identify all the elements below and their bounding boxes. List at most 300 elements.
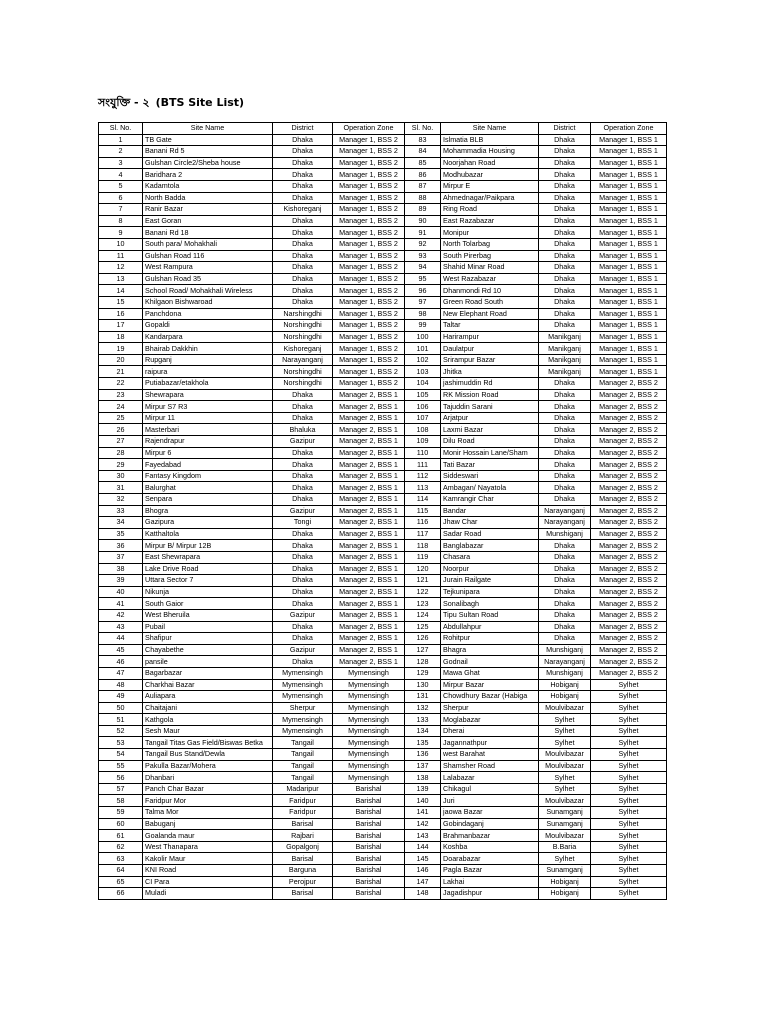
cell-operation-zone: Mymensingh	[333, 725, 405, 737]
cell-site-name: East Goran	[143, 215, 273, 227]
cell-site-name: North Badda	[143, 192, 273, 204]
cell-sl-no: 26	[99, 424, 143, 436]
cell-site-name: Harirampur	[441, 331, 539, 343]
cell-operation-zone: Manager 1, BSS 1	[591, 180, 667, 192]
cell-sl-no: 110	[405, 447, 441, 459]
cell-sl-no: 11	[99, 250, 143, 262]
cell-sl-no: 117	[405, 528, 441, 540]
table-row	[99, 505, 667, 517]
table-row	[99, 818, 667, 830]
cell-site-name: Katthaltola	[143, 528, 273, 540]
table-row	[99, 609, 667, 621]
cell-site-name: Talma Mor	[143, 807, 273, 819]
cell-site-name: Dilu Road	[441, 436, 539, 448]
cell-district: Dhaka	[539, 470, 591, 482]
cell-district: Dhaka	[273, 227, 333, 239]
cell-site-name: Nikunja	[143, 586, 273, 598]
cell-sl-no: 131	[405, 691, 441, 703]
cell-operation-zone: Manager 1, BSS 1	[591, 262, 667, 274]
cell-district: Dhaka	[273, 621, 333, 633]
cell-sl-no: 17	[99, 320, 143, 332]
cell-operation-zone: Manager 1, BSS 2	[333, 180, 405, 192]
cell-district: Tangail	[273, 772, 333, 784]
cell-sl-no: 141	[405, 807, 441, 819]
cell-site-name: Koshba	[441, 841, 539, 853]
cell-sl-no: 100	[405, 331, 441, 343]
cell-sl-no: 49	[99, 691, 143, 703]
cell-district: Perojpur	[273, 876, 333, 888]
cell-operation-zone: Manager 2, BSS 1	[333, 517, 405, 529]
cell-operation-zone: Manager 2, BSS 2	[591, 540, 667, 552]
cell-sl-no: 45	[99, 644, 143, 656]
col-district: District	[273, 123, 333, 135]
cell-operation-zone: Manager 1, BSS 1	[591, 320, 667, 332]
cell-site-name: Ranir Bazar	[143, 204, 273, 216]
cell-operation-zone: Manager 1, BSS 2	[333, 146, 405, 158]
cell-district: Norshingdhi	[273, 320, 333, 332]
cell-site-name: Tajuddin Sarani	[441, 401, 539, 413]
cell-district: Dhaka	[539, 262, 591, 274]
cell-district: Dhaka	[273, 528, 333, 540]
cell-operation-zone: Manager 2, BSS 2	[591, 656, 667, 668]
cell-operation-zone: Sylhet	[591, 853, 667, 865]
cell-site-name: jashimuddin Rd	[441, 378, 539, 390]
cell-district: Dhaka	[273, 250, 333, 262]
table-row	[99, 841, 667, 853]
cell-operation-zone: Manager 1, BSS 1	[591, 296, 667, 308]
cell-sl-no: 28	[99, 447, 143, 459]
table-row	[99, 679, 667, 691]
cell-sl-no: 87	[405, 180, 441, 192]
cell-operation-zone: Barishal	[333, 853, 405, 865]
cell-sl-no: 21	[99, 366, 143, 378]
cell-site-name: jaowa Bazar	[441, 807, 539, 819]
cell-district: Dhaka	[273, 633, 333, 645]
cell-operation-zone: Manager 2, BSS 2	[591, 609, 667, 621]
table-row	[99, 644, 667, 656]
cell-district: Moulvibazar	[539, 760, 591, 772]
cell-district: Sylhet	[539, 783, 591, 795]
cell-site-name: Gobindaganj	[441, 818, 539, 830]
cell-operation-zone: Sylhet	[591, 830, 667, 842]
cell-operation-zone: Manager 2, BSS 2	[591, 436, 667, 448]
cell-operation-zone: Manager 2, BSS 2	[591, 401, 667, 413]
cell-district: Hobiganj	[539, 691, 591, 703]
cell-sl-no: 40	[99, 586, 143, 598]
table-row	[99, 320, 667, 332]
cell-site-name: Mohammadia Housing	[441, 146, 539, 158]
cell-district: Narshingdhi	[273, 308, 333, 320]
cell-operation-zone: Manager 2, BSS 1	[333, 470, 405, 482]
cell-district: Dhaka	[539, 215, 591, 227]
cell-sl-no: 6	[99, 192, 143, 204]
cell-district: Kishoreganj	[273, 343, 333, 355]
cell-operation-zone: Barishal	[333, 830, 405, 842]
cell-operation-zone: Sylhet	[591, 783, 667, 795]
title-bengali: সংযুক্তি - ২	[98, 96, 150, 109]
cell-district: Dhaka	[539, 169, 591, 181]
cell-sl-no: 33	[99, 505, 143, 517]
cell-operation-zone: Mymensingh	[333, 760, 405, 772]
cell-site-name: Kamrangir Char	[441, 494, 539, 506]
cell-operation-zone: Manager 2, BSS 1	[333, 633, 405, 645]
cell-district: Sylhet	[539, 853, 591, 865]
cell-operation-zone: Manager 1, BSS 2	[333, 238, 405, 250]
cell-sl-no: 27	[99, 436, 143, 448]
cell-sl-no: 129	[405, 667, 441, 679]
cell-district: Dhaka	[539, 180, 591, 192]
cell-district: Dhaka	[273, 273, 333, 285]
cell-site-name: Bhairab Dakkhin	[143, 343, 273, 355]
cell-sl-no: 89	[405, 204, 441, 216]
cell-site-name: Auliapara	[143, 691, 273, 703]
cell-site-name: Babuganj	[143, 818, 273, 830]
cell-district: Dhaka	[273, 586, 333, 598]
cell-operation-zone: Barishal	[333, 818, 405, 830]
table-row	[99, 146, 667, 158]
table-row	[99, 621, 667, 633]
cell-site-name: Pakulla Bazar/Mohera	[143, 760, 273, 772]
cell-site-name: Faridpur Mor	[143, 795, 273, 807]
cell-site-name: Tangail Titas Gas Field/Biswas Betka	[143, 737, 273, 749]
cell-sl-no: 137	[405, 760, 441, 772]
cell-district: Dhaka	[539, 389, 591, 401]
col-site-name: Site Name	[441, 123, 539, 135]
cell-site-name: Pagla Bazar	[441, 865, 539, 877]
cell-site-name: Islmatia BLB	[441, 134, 539, 146]
cell-district: Dhaka	[273, 459, 333, 471]
cell-site-name: Banglabazar	[441, 540, 539, 552]
table-row	[99, 273, 667, 285]
cell-district: Moulvibazar	[539, 749, 591, 761]
cell-district: Tangail	[273, 737, 333, 749]
col-sl-no: Sl. No.	[405, 123, 441, 135]
cell-site-name: Shewrapara	[143, 389, 273, 401]
table-row	[99, 888, 667, 900]
table-row	[99, 772, 667, 784]
cell-district: Dhaka	[273, 470, 333, 482]
cell-operation-zone: Manager 2, BSS 2	[591, 598, 667, 610]
cell-sl-no: 8	[99, 215, 143, 227]
cell-site-name: Green Road South	[441, 296, 539, 308]
table-row	[99, 250, 667, 262]
cell-sl-no: 128	[405, 656, 441, 668]
cell-sl-no: 115	[405, 505, 441, 517]
cell-sl-no: 23	[99, 389, 143, 401]
table-row	[99, 563, 667, 575]
cell-district: Dhaka	[273, 180, 333, 192]
cell-site-name: Modhubazar	[441, 169, 539, 181]
cell-operation-zone: Barishal	[333, 841, 405, 853]
cell-district: Dhaka	[273, 262, 333, 274]
cell-site-name: Bandar	[441, 505, 539, 517]
cell-operation-zone: Barishal	[333, 795, 405, 807]
cell-sl-no: 2	[99, 146, 143, 158]
cell-site-name: Banani Rd 18	[143, 227, 273, 239]
cell-district: Mymensingh	[273, 714, 333, 726]
cell-sl-no: 138	[405, 772, 441, 784]
cell-site-name: Laxmi Bazar	[441, 424, 539, 436]
cell-operation-zone: Manager 1, BSS 1	[591, 134, 667, 146]
cell-sl-no: 147	[405, 876, 441, 888]
cell-sl-no: 140	[405, 795, 441, 807]
table-row	[99, 598, 667, 610]
cell-district: Bhaluka	[273, 424, 333, 436]
cell-district: Kishoreganj	[273, 204, 333, 216]
cell-sl-no: 99	[405, 320, 441, 332]
cell-operation-zone: Manager 1, BSS 1	[591, 227, 667, 239]
cell-site-name: Rajendrapur	[143, 436, 273, 448]
cell-district: Gazipur	[273, 644, 333, 656]
cell-operation-zone: Manager 1, BSS 2	[333, 215, 405, 227]
cell-operation-zone: Manager 1, BSS 2	[333, 296, 405, 308]
cell-sl-no: 144	[405, 841, 441, 853]
cell-sl-no: 14	[99, 285, 143, 297]
cell-operation-zone: Barishal	[333, 807, 405, 819]
table-row	[99, 157, 667, 169]
cell-district: Dhaka	[539, 146, 591, 158]
cell-operation-zone: Manager 1, BSS 2	[333, 262, 405, 274]
cell-district: Manikganj	[539, 331, 591, 343]
cell-operation-zone: Sylhet	[591, 772, 667, 784]
cell-district: Dhaka	[539, 204, 591, 216]
cell-sl-no: 16	[99, 308, 143, 320]
col-operation-zone: Operation Zone	[591, 123, 667, 135]
cell-operation-zone: Manager 1, BSS 2	[333, 331, 405, 343]
cell-site-name: west Barahat	[441, 749, 539, 761]
cell-sl-no: 120	[405, 563, 441, 575]
cell-sl-no: 125	[405, 621, 441, 633]
cell-district: Manikganj	[539, 343, 591, 355]
cell-district: Gazipur	[273, 609, 333, 621]
table-row	[99, 215, 667, 227]
cell-operation-zone: Manager 2, BSS 2	[591, 505, 667, 517]
cell-district: Sherpur	[273, 702, 333, 714]
cell-sl-no: 54	[99, 749, 143, 761]
cell-site-name: Juri	[441, 795, 539, 807]
cell-site-name: Masterbari	[143, 424, 273, 436]
cell-operation-zone: Mymensingh	[333, 679, 405, 691]
cell-sl-no: 47	[99, 667, 143, 679]
cell-sl-no: 94	[405, 262, 441, 274]
cell-site-name: Putiabazar/etakhola	[143, 378, 273, 390]
table-row	[99, 795, 667, 807]
cell-district: Dhaka	[273, 563, 333, 575]
cell-district: Sunamganj	[539, 818, 591, 830]
cell-district: Dhaka	[539, 273, 591, 285]
table-row	[99, 691, 667, 703]
cell-operation-zone: Sylhet	[591, 795, 667, 807]
cell-sl-no: 133	[405, 714, 441, 726]
cell-district: Dhaka	[539, 378, 591, 390]
cell-site-name: Baridhara 2	[143, 169, 273, 181]
cell-site-name: Bhogra	[143, 505, 273, 517]
cell-district: Munshiganj	[539, 644, 591, 656]
cell-site-name: Pubail	[143, 621, 273, 633]
cell-site-name: Dhanbari	[143, 772, 273, 784]
cell-site-name: Tati Bazar	[441, 459, 539, 471]
cell-sl-no: 36	[99, 540, 143, 552]
cell-district: Manikganj	[539, 354, 591, 366]
cell-operation-zone: Manager 2, BSS 2	[591, 667, 667, 679]
cell-site-name: Abdullahpur	[441, 621, 539, 633]
cell-sl-no: 64	[99, 865, 143, 877]
cell-sl-no: 57	[99, 783, 143, 795]
cell-district: Tongi	[273, 517, 333, 529]
cell-district: Dhaka	[539, 447, 591, 459]
table-row	[99, 412, 667, 424]
cell-site-name: East Shewrapara	[143, 551, 273, 563]
cell-site-name: Panch Char Bazar	[143, 783, 273, 795]
cell-operation-zone: Manager 2, BSS 1	[333, 389, 405, 401]
cell-site-name: Brahmanbazar	[441, 830, 539, 842]
cell-site-name: Taltar	[441, 320, 539, 332]
cell-site-name: Dherai	[441, 725, 539, 737]
cell-district: Moulvibazar	[539, 795, 591, 807]
cell-sl-no: 112	[405, 470, 441, 482]
cell-district: Manikganj	[539, 366, 591, 378]
cell-district: Dhaka	[539, 540, 591, 552]
cell-district: Dhaka	[539, 563, 591, 575]
cell-sl-no: 134	[405, 725, 441, 737]
cell-district: Madaripur	[273, 783, 333, 795]
cell-district: Sunamganj	[539, 865, 591, 877]
title-label: (BTS Site List)	[155, 96, 245, 109]
cell-operation-zone: Sylhet	[591, 888, 667, 900]
cell-operation-zone: Mymensingh	[333, 667, 405, 679]
cell-sl-no: 1	[99, 134, 143, 146]
cell-site-name: South para/ Mohakhali	[143, 238, 273, 250]
cell-operation-zone: Sylhet	[591, 714, 667, 726]
cell-operation-zone: Manager 2, BSS 2	[591, 633, 667, 645]
cell-site-name: Fayedabad	[143, 459, 273, 471]
cell-operation-zone: Manager 1, BSS 2	[333, 366, 405, 378]
cell-site-name: pansile	[143, 656, 273, 668]
col-district: District	[539, 123, 591, 135]
cell-operation-zone: Sylhet	[591, 691, 667, 703]
table-row	[99, 331, 667, 343]
cell-site-name: KNI Road	[143, 865, 273, 877]
cell-district: Barisal	[273, 888, 333, 900]
cell-district: Mymensingh	[273, 667, 333, 679]
cell-site-name: Muladi	[143, 888, 273, 900]
table-row	[99, 667, 667, 679]
cell-sl-no: 42	[99, 609, 143, 621]
cell-operation-zone: Mymensingh	[333, 702, 405, 714]
cell-site-name: Mirpur 11	[143, 412, 273, 424]
cell-district: Gazipur	[273, 436, 333, 448]
cell-site-name: Mirpur B/ Mirpur 12B	[143, 540, 273, 552]
table-row	[99, 575, 667, 587]
cell-operation-zone: Manager 1, BSS 2	[333, 204, 405, 216]
cell-district: Dhaka	[539, 436, 591, 448]
cell-sl-no: 24	[99, 401, 143, 413]
table-row	[99, 354, 667, 366]
cell-sl-no: 86	[405, 169, 441, 181]
cell-site-name: Ring Road	[441, 204, 539, 216]
cell-sl-no: 107	[405, 412, 441, 424]
cell-operation-zone: Manager 2, BSS 1	[333, 494, 405, 506]
table-row	[99, 865, 667, 877]
cell-sl-no: 84	[405, 146, 441, 158]
cell-sl-no: 48	[99, 679, 143, 691]
cell-sl-no: 19	[99, 343, 143, 355]
cell-site-name: Sesh Maur	[143, 725, 273, 737]
cell-operation-zone: Manager 1, BSS 2	[333, 285, 405, 297]
table-row	[99, 296, 667, 308]
cell-operation-zone: Manager 2, BSS 2	[591, 551, 667, 563]
cell-district: Dhaka	[539, 157, 591, 169]
cell-operation-zone: Manager 1, BSS 1	[591, 308, 667, 320]
cell-district: Moulvibazar	[539, 702, 591, 714]
cell-operation-zone: Manager 2, BSS 1	[333, 540, 405, 552]
table-row	[99, 436, 667, 448]
cell-sl-no: 52	[99, 725, 143, 737]
cell-operation-zone: Manager 2, BSS 2	[591, 494, 667, 506]
cell-district: Dhaka	[539, 296, 591, 308]
cell-district: Dhaka	[273, 296, 333, 308]
cell-site-name: Panchdona	[143, 308, 273, 320]
cell-site-name: South Pirerbag	[441, 250, 539, 262]
cell-site-name: Mirpur E	[441, 180, 539, 192]
cell-sl-no: 41	[99, 598, 143, 610]
cell-site-name: Tipu Sultan Road	[441, 609, 539, 621]
cell-operation-zone: Sylhet	[591, 737, 667, 749]
cell-district: Dhaka	[539, 134, 591, 146]
cell-district: Munshiganj	[539, 667, 591, 679]
cell-site-name: Kakolir Maur	[143, 853, 273, 865]
cell-sl-no: 62	[99, 841, 143, 853]
cell-site-name: Moglabazar	[441, 714, 539, 726]
cell-operation-zone: Manager 2, BSS 2	[591, 482, 667, 494]
cell-district: Dhaka	[273, 146, 333, 158]
cell-district: Dhaka	[273, 540, 333, 552]
cell-sl-no: 105	[405, 389, 441, 401]
cell-sl-no: 20	[99, 354, 143, 366]
cell-sl-no: 130	[405, 679, 441, 691]
cell-sl-no: 93	[405, 250, 441, 262]
cell-operation-zone: Manager 2, BSS 2	[591, 621, 667, 633]
table-row	[99, 262, 667, 274]
table-row	[99, 180, 667, 192]
table-row	[99, 447, 667, 459]
cell-sl-no: 102	[405, 354, 441, 366]
cell-sl-no: 30	[99, 470, 143, 482]
cell-operation-zone: Sylhet	[591, 760, 667, 772]
cell-sl-no: 5	[99, 180, 143, 192]
cell-district: Mymensingh	[273, 691, 333, 703]
cell-site-name: North Tolarbag	[441, 238, 539, 250]
cell-district: Dhaka	[273, 285, 333, 297]
cell-district: Faridpur	[273, 807, 333, 819]
cell-district: Dhaka	[273, 134, 333, 146]
cell-site-name: Gopaldi	[143, 320, 273, 332]
cell-sl-no: 113	[405, 482, 441, 494]
cell-site-name: Rupganj	[143, 354, 273, 366]
cell-operation-zone: Manager 2, BSS 2	[591, 378, 667, 390]
table-header-row	[99, 123, 667, 135]
cell-district: Barguna	[273, 865, 333, 877]
cell-district: Dhaka	[539, 412, 591, 424]
cell-site-name: Bagarbazar	[143, 667, 273, 679]
cell-operation-zone: Barishal	[333, 865, 405, 877]
table-row	[99, 204, 667, 216]
cell-operation-zone: Manager 2, BSS 2	[591, 586, 667, 598]
table-row	[99, 285, 667, 297]
cell-site-name: West Razabazar	[441, 273, 539, 285]
cell-sl-no: 116	[405, 517, 441, 529]
cell-district: Dhaka	[273, 656, 333, 668]
